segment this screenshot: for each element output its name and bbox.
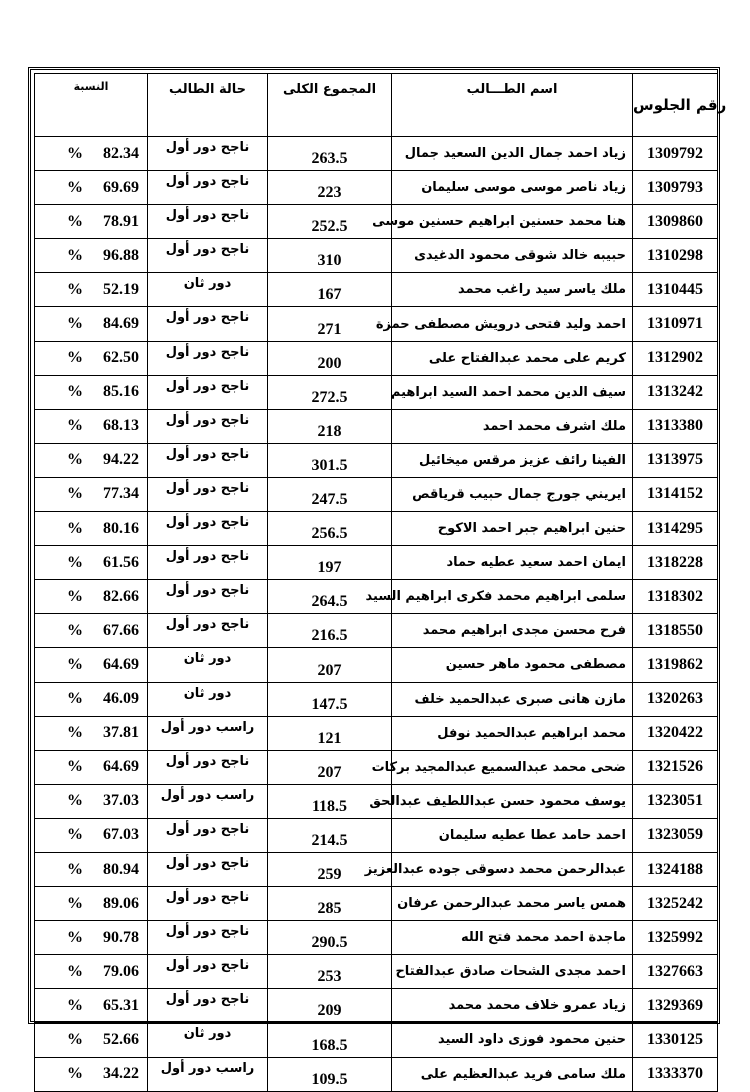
percent-unit: % [67,894,83,912]
percent-cell [35,1023,148,1057]
percent-value: 62.50 [103,349,139,367]
seat-number-cell: 1314152 [633,477,718,511]
seat-number-cell: 1330125 [633,1023,718,1057]
status-cell: ناجح دور أول [148,750,268,784]
percent-unit: % [67,621,83,639]
name-cell: ملك اشرف محمد احمد [392,409,633,443]
percent-cell [35,477,148,511]
percent-value: 90.78 [103,928,139,946]
percent-cell [35,375,148,409]
status-cell: راسب دور أول [148,784,268,818]
status-cell: راسب دور أول [148,716,268,750]
status-cell: راسب دور أول [148,1057,268,1091]
percent-unit: % [67,212,83,230]
percent-cell [35,137,148,171]
status-cell: ناجح دور أول [148,239,268,273]
seat-number-cell: 1329369 [633,989,718,1023]
name-cell: زياد عمرو خلاف محمد محمد [392,989,633,1023]
name-cell: سلمى ابراهيم محمد فكرى ابراهيم السيد [392,580,633,614]
percent-unit: % [67,451,83,469]
name-cell: ماجدة احمد محمد فتح الله [392,921,633,955]
results-table [34,73,727,1092]
status-cell: ناجح دور أول [148,205,268,239]
seat-number-cell: 1309793 [633,171,718,205]
percent-value: 52.19 [103,280,139,298]
name-cell: عبدالرحمن محمد دسوقى جوده عبدالعزيز [392,852,633,886]
total-cell: 216.5 [268,614,392,648]
percent-unit: % [67,690,83,708]
seat-number-cell: 1323059 [633,818,718,852]
seat-number-cell: 1319862 [633,648,718,682]
total-cell: 121 [268,716,392,750]
table-row [35,477,718,511]
seat-number-cell: 1314295 [633,512,718,546]
seat-number-cell: 1310971 [633,307,718,341]
percent-value: 80.16 [103,519,139,537]
percent-cell [35,852,148,886]
percent-cell [35,887,148,921]
header-seat-number: رقم الجلوس [633,74,718,137]
percent-cell [35,784,148,818]
table-row [35,409,718,443]
table-row [35,307,718,341]
percent-value: 37.03 [103,792,139,810]
table-row [35,239,718,273]
seat-number-cell: 1318302 [633,580,718,614]
percent-cell [35,750,148,784]
name-cell: يوسف محمود حسن عبداللطيف عبدالحق [392,784,633,818]
percent-value: 85.16 [103,383,139,401]
percent-cell [35,580,148,614]
percent-unit: % [67,587,83,605]
percent-unit: % [67,758,83,776]
table-row [35,273,718,307]
percent-unit: % [67,485,83,503]
status-cell: ناجح دور أول [148,818,268,852]
table-row [35,341,718,375]
header-status: حالة الطالب [148,74,268,137]
percent-unit: % [67,417,83,435]
percent-value: 94.22 [103,451,139,469]
total-cell: 218 [268,409,392,443]
percent-value: 64.69 [103,758,139,776]
table-row [35,921,718,955]
seat-number-cell: 1313242 [633,375,718,409]
total-cell: 271 [268,307,392,341]
total-cell: 263.5 [268,137,392,171]
header-row [35,74,718,137]
total-cell: 253 [268,955,392,989]
percent-unit: % [67,553,83,571]
percent-cell [35,955,148,989]
total-cell: 200 [268,341,392,375]
name-cell: كريم على محمد عبدالفتاح على [392,341,633,375]
header-percent: النسبة [35,74,148,137]
percent-cell [35,648,148,682]
table-row [35,546,718,580]
percent-value: 37.81 [103,724,139,742]
seat-number-cell: 1320263 [633,682,718,716]
total-cell: 209 [268,989,392,1023]
status-cell: دور ثان [148,682,268,716]
seat-number-cell: 1325242 [633,887,718,921]
total-cell: 290.5 [268,921,392,955]
total-cell: 207 [268,750,392,784]
name-cell: ضحى محمد عبدالسميع عبدالمجيد بركات [392,750,633,784]
name-cell: حبيبه خالد شوقى محمود الدغيدى [392,239,633,273]
percent-value: 52.66 [103,1030,139,1048]
table-row [35,989,718,1023]
name-cell: زياد ناصر موسى موسى سليمان [392,171,633,205]
seat-number-cell: 1313975 [633,443,718,477]
table-row [35,784,718,818]
header-name: اسم الطـــالب [392,74,633,137]
seat-number-cell: 1313380 [633,409,718,443]
name-cell: زياد احمد جمال الدين السعيد جمال [392,137,633,171]
total-cell: 147.5 [268,682,392,716]
status-cell: دور ثان [148,273,268,307]
table-row [35,1057,718,1091]
percent-value: 46.09 [103,690,139,708]
percent-unit: % [67,246,83,264]
status-cell: ناجح دور أول [148,307,268,341]
percent-cell [35,205,148,239]
percent-unit: % [67,962,83,980]
table-body [35,137,718,1092]
seat-number-cell: 1327663 [633,955,718,989]
percent-cell [35,682,148,716]
status-cell: ناجح دور أول [148,580,268,614]
percent-cell [35,409,148,443]
name-cell: همس ياسر محمد عبدالرحمن عرفان [392,887,633,921]
percent-unit: % [67,280,83,298]
percent-value: 96.88 [103,246,139,264]
percent-cell [35,512,148,546]
name-cell: مصطفى محمود ماهر حسين [392,648,633,682]
table-row [35,137,718,171]
percent-value: 84.69 [103,315,139,333]
percent-unit: % [67,928,83,946]
percent-value: 67.66 [103,621,139,639]
status-cell: ناجح دور أول [148,375,268,409]
percent-value: 68.13 [103,417,139,435]
table-row [35,614,718,648]
seat-number-cell: 1325992 [633,921,718,955]
total-cell: 264.5 [268,580,392,614]
seat-number-cell: 1310298 [633,239,718,273]
percent-value: 79.06 [103,962,139,980]
percent-value: 82.66 [103,587,139,605]
percent-cell [35,443,148,477]
percent-unit: % [67,1030,83,1048]
total-cell: 285 [268,887,392,921]
name-cell: احمد وليد فتحى درويش مصطفى حمزة [392,307,633,341]
results-sheet [28,67,727,1088]
status-cell: ناجح دور أول [148,989,268,1023]
percent-cell [35,273,148,307]
total-cell: 214.5 [268,818,392,852]
table-row [35,512,718,546]
total-cell: 272.5 [268,375,392,409]
percent-unit: % [67,383,83,401]
status-cell: ناجح دور أول [148,137,268,171]
status-cell: ناجح دور أول [148,614,268,648]
percent-unit: % [67,144,83,162]
total-cell: 118.5 [268,784,392,818]
percent-unit: % [67,1065,83,1083]
total-cell: 256.5 [268,512,392,546]
percent-unit: % [67,315,83,333]
seat-number-cell: 1310445 [633,273,718,307]
name-cell: ايريني جورج جمال حبيب قرياقص [392,477,633,511]
seat-number-cell: 1318550 [633,614,718,648]
table-row [35,375,718,409]
percent-value: 64.69 [103,655,139,673]
table-row [35,580,718,614]
total-cell: 167 [268,273,392,307]
status-cell: دور ثان [148,1023,268,1057]
percent-cell [35,546,148,580]
name-cell: فرح محسن مجدى ابراهيم محمد [392,614,633,648]
percent-unit: % [67,724,83,742]
table-row [35,205,718,239]
percent-cell [35,614,148,648]
percent-unit: % [67,860,83,878]
percent-value: 67.03 [103,826,139,844]
name-cell: ايمان احمد سعيد عطيه حماد [392,546,633,580]
header-total: المجموع الكلى [268,74,392,137]
name-cell: هنا محمد حسنين ابراهيم حسنين موسى [392,205,633,239]
total-cell: 247.5 [268,477,392,511]
total-cell: 109.5 [268,1057,392,1091]
percent-cell [35,716,148,750]
total-cell: 207 [268,648,392,682]
percent-cell [35,307,148,341]
name-cell: محمد ابراهيم عبدالحميد نوفل [392,716,633,750]
table-row [35,887,718,921]
status-cell: ناجح دور أول [148,409,268,443]
seat-number-cell: 1318228 [633,546,718,580]
status-cell: ناجح دور أول [148,477,268,511]
seat-number-cell: 1321526 [633,750,718,784]
percent-unit: % [67,655,83,673]
percent-value: 82.34 [103,144,139,162]
status-cell: ناجح دور أول [148,887,268,921]
total-cell: 197 [268,546,392,580]
name-cell: الفينا رائف عزيز مرقس ميخائيل [392,443,633,477]
name-cell: احمد مجدى الشحات صادق عبدالفتاح [392,955,633,989]
total-cell: 252.5 [268,205,392,239]
table-row [35,716,718,750]
name-cell: ملك سامى فريد عبدالعظيم على [392,1057,633,1091]
name-cell: احمد حامد عطا عطيه سليمان [392,818,633,852]
table-row [35,1023,718,1057]
table-row [35,852,718,886]
total-cell: 301.5 [268,443,392,477]
percent-cell [35,818,148,852]
percent-cell [35,989,148,1023]
status-cell: ناجح دور أول [148,955,268,989]
table-row [35,648,718,682]
total-cell: 310 [268,239,392,273]
name-cell: ملك ياسر سيد راغب محمد [392,273,633,307]
status-cell: ناجح دور أول [148,171,268,205]
percent-value: 89.06 [103,894,139,912]
table-row [35,955,718,989]
percent-value: 78.91 [103,212,139,230]
percent-unit: % [67,996,83,1014]
percent-unit: % [67,826,83,844]
status-cell: ناجح دور أول [148,546,268,580]
table-row [35,818,718,852]
table-row [35,171,718,205]
status-cell: دور ثان [148,648,268,682]
total-cell: 259 [268,852,392,886]
seat-number-cell: 1309792 [633,137,718,171]
status-cell: ناجح دور أول [148,512,268,546]
percent-value: 69.69 [103,178,139,196]
percent-unit: % [67,792,83,810]
percent-unit: % [67,349,83,367]
seat-number-cell: 1333370 [633,1057,718,1091]
percent-unit: % [67,178,83,196]
name-cell: حنين محمود فوزى داود السيد [392,1023,633,1057]
status-cell: ناجح دور أول [148,921,268,955]
seat-number-cell: 1324188 [633,852,718,886]
table-row [35,443,718,477]
percent-cell [35,921,148,955]
status-cell: ناجح دور أول [148,852,268,886]
seat-number-cell: 1320422 [633,716,718,750]
total-cell: 223 [268,171,392,205]
percent-unit: % [67,519,83,537]
percent-cell [35,171,148,205]
percent-cell [35,1057,148,1091]
status-cell: ناجح دور أول [148,443,268,477]
status-cell: ناجح دور أول [148,341,268,375]
percent-value: 65.31 [103,996,139,1014]
seat-number-cell: 1309860 [633,205,718,239]
table-row [35,750,718,784]
name-cell: مازن هانى صبرى عبدالحميد خلف [392,682,633,716]
name-cell: حنين ابراهيم جبر احمد الاكوح [392,512,633,546]
name-cell: سيف الدين محمد احمد السيد ابراهيم [392,375,633,409]
table-row [35,682,718,716]
total-cell: 168.5 [268,1023,392,1057]
percent-value: 77.34 [103,485,139,503]
percent-cell [35,239,148,273]
seat-number-cell: 1323051 [633,784,718,818]
percent-value: 80.94 [103,860,139,878]
percent-cell [35,341,148,375]
percent-value: 34.22 [103,1065,139,1083]
percent-value: 61.56 [103,553,139,571]
seat-number-cell: 1312902 [633,341,718,375]
